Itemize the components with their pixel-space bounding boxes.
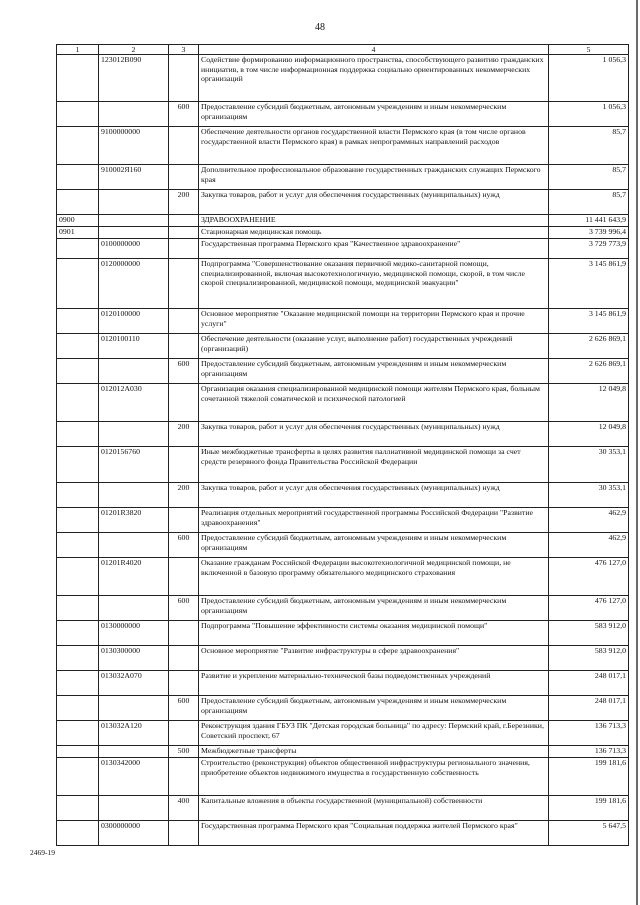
target-article-code: 0130342000 xyxy=(99,758,169,796)
amount: 3 145 861,9 xyxy=(549,259,629,309)
table-row xyxy=(57,721,629,746)
expense-type-code: 500 xyxy=(169,746,199,758)
table-row xyxy=(57,190,629,215)
item-name: Закупка товаров, работ и услуг для обеспечения государственных (муниципальных) нужд xyxy=(199,483,549,508)
target-article-code xyxy=(99,102,169,127)
target-article-code xyxy=(99,190,169,215)
item-name: Обеспечение деятельности (оказание услуг, выполнение работ) государственных учреждений (организаций) xyxy=(199,334,549,359)
table-row xyxy=(57,55,629,102)
expense-type-code xyxy=(169,309,199,334)
section-code xyxy=(57,259,99,309)
amount: 1 056,3 xyxy=(549,102,629,127)
amount: 30 353,1 xyxy=(549,483,629,508)
amount: 248 017,1 xyxy=(549,671,629,696)
table-row xyxy=(57,533,629,558)
table-row xyxy=(57,447,629,483)
target-article-code: 013032А120 xyxy=(99,721,169,746)
item-name: Строительство (реконструкция) объектов общественной инфраструктуры регионального значения, приобретение объектов недвижимого имущества в государственную собственность xyxy=(199,758,549,796)
section-code xyxy=(57,384,99,422)
item-name: Межбюджетные трансферты xyxy=(199,746,549,758)
amount: 1 056,3 xyxy=(549,55,629,102)
amount: 85,7 xyxy=(549,165,629,190)
item-name: Организация оказания специализированной медицинской помощи жителям Пермского края, больным сочетанной тяжелой соматической и психической патологией xyxy=(199,384,549,422)
amount: 462,9 xyxy=(549,533,629,558)
budget-table xyxy=(56,44,629,846)
section-code xyxy=(57,165,99,190)
target-article-code: 013032А070 xyxy=(99,671,169,696)
section-code xyxy=(57,671,99,696)
expense-type-code xyxy=(169,508,199,533)
item-name: Предоставление субсидий бюджетным, автономным учреждениям и иным некоммерческим организациям xyxy=(199,533,549,558)
amount: 5 647,5 xyxy=(549,821,629,846)
section-code xyxy=(57,796,99,821)
section-code xyxy=(57,334,99,359)
target-article-code: 0130000000 xyxy=(99,621,169,646)
expense-type-code: 600 xyxy=(169,596,199,621)
item-name: Дополнительное профессиональное образование государственных гражданских служащих Пермского края xyxy=(199,165,549,190)
header-col-1: 1 xyxy=(57,45,99,55)
expense-type-code: 200 xyxy=(169,483,199,508)
target-article-code xyxy=(99,533,169,558)
target-article-code: 0120156760 xyxy=(99,447,169,483)
expense-type-code xyxy=(169,671,199,696)
item-name: Подпрограмма "Повышение эффективности системы оказания медицинской помощи" xyxy=(199,621,549,646)
table-row xyxy=(57,102,629,127)
section-code xyxy=(57,746,99,758)
amount: 136 713,3 xyxy=(549,746,629,758)
target-article-code: 0120000000 xyxy=(99,259,169,309)
section-code xyxy=(57,558,99,596)
section-code xyxy=(57,758,99,796)
target-article-code: 9100000000 xyxy=(99,127,169,165)
table-row xyxy=(57,646,629,671)
table-row xyxy=(57,483,629,508)
amount: 462,9 xyxy=(549,508,629,533)
amount: 199 181,6 xyxy=(549,758,629,796)
expense-type-code xyxy=(169,227,199,239)
target-article-code: 0130300000 xyxy=(99,646,169,671)
item-name: Основное мероприятие "Оказание медицинской помощи на территории Пермского края и прочие услуги" xyxy=(199,309,549,334)
section-code xyxy=(57,359,99,384)
item-name: Государственная программа Пермского края "Социальная поддержка жителей Пермского края" xyxy=(199,821,549,846)
target-article-code: 012012А030 xyxy=(99,384,169,422)
table-row xyxy=(57,309,629,334)
section-code xyxy=(57,239,99,259)
table-row xyxy=(57,334,629,359)
target-article-code: 0300000000 xyxy=(99,821,169,846)
item-name: Содействие формированию информационного пространства, способствующего развитию гражданских инициатив, в том числе информационная поддержка социально ориентированных некоммерческих организаций xyxy=(199,55,549,102)
table-row xyxy=(57,359,629,384)
table-row xyxy=(57,215,629,227)
expense-type-code xyxy=(169,558,199,596)
section-code xyxy=(57,508,99,533)
target-article-code: 910002Я160 xyxy=(99,165,169,190)
section-code xyxy=(57,55,99,102)
amount: 11 441 643,9 xyxy=(549,215,629,227)
amount: 136 713,3 xyxy=(549,721,629,746)
document-code: 2469-19 xyxy=(30,848,55,857)
expense-type-code: 600 xyxy=(169,359,199,384)
table-row xyxy=(57,127,629,165)
item-name: Предоставление субсидий бюджетным, автономным учреждениям и иным некоммерческим организациям xyxy=(199,696,549,721)
expense-type-code xyxy=(169,758,199,796)
target-article-code xyxy=(99,696,169,721)
scan-edge-line xyxy=(636,0,638,905)
section-code xyxy=(57,696,99,721)
expense-type-code xyxy=(169,127,199,165)
item-name: Капитальные вложения в объекты государственной (муниципальной) собственности xyxy=(199,796,549,821)
table-header-row xyxy=(57,45,629,55)
item-name: Закупка товаров, работ и услуг для обеспечения государственных (муниципальных) нужд xyxy=(199,190,549,215)
section-code xyxy=(57,483,99,508)
target-article-code xyxy=(99,746,169,758)
target-article-code: 0100000000 xyxy=(99,239,169,259)
table-row xyxy=(57,821,629,846)
amount: 2 626 869,1 xyxy=(549,359,629,384)
table-row xyxy=(57,422,629,447)
section-code xyxy=(57,533,99,558)
amount: 3 729 773,9 xyxy=(549,239,629,259)
target-article-code: 0120100110 xyxy=(99,334,169,359)
target-article-code xyxy=(99,227,169,239)
item-name: Развитие и укрепление материально-технической базы подведомственных учреждений xyxy=(199,671,549,696)
section-code xyxy=(57,102,99,127)
item-name: Предоставление субсидий бюджетным, автономным учреждениям и иным некоммерческим организациям xyxy=(199,102,549,127)
item-name: Основное мероприятие "Развитие инфраструктуры в сфере здравоохранения" xyxy=(199,646,549,671)
header-col-4: 4 xyxy=(199,45,549,55)
expense-type-code xyxy=(169,239,199,259)
expense-type-code xyxy=(169,165,199,190)
table-row xyxy=(57,746,629,758)
expense-type-code xyxy=(169,721,199,746)
amount: 476 127,0 xyxy=(549,596,629,621)
item-name: Оказание гражданам Российской Федерации высокотехнологичной медицинской помощи, не включенной в базовую программу обязательного медицинского страхования xyxy=(199,558,549,596)
amount: 199 181,6 xyxy=(549,796,629,821)
expense-type-code: 200 xyxy=(169,422,199,447)
amount: 583 912,0 xyxy=(549,621,629,646)
amount: 85,7 xyxy=(549,190,629,215)
expense-type-code: 600 xyxy=(169,696,199,721)
amount: 2 626 869,1 xyxy=(549,334,629,359)
table-row xyxy=(57,758,629,796)
amount: 3 145 861,9 xyxy=(549,309,629,334)
header-col-2: 2 xyxy=(99,45,169,55)
item-name: Государственная программа Пермского края "Качественное здравоохранение" xyxy=(199,239,549,259)
expense-type-code xyxy=(169,215,199,227)
table-row xyxy=(57,239,629,259)
expense-type-code xyxy=(169,384,199,422)
section-code xyxy=(57,821,99,846)
amount: 30 353,1 xyxy=(549,447,629,483)
table-row xyxy=(57,227,629,239)
amount: 3 739 996,4 xyxy=(549,227,629,239)
target-article-code: 123012В090 xyxy=(99,55,169,102)
item-name: Закупка товаров, работ и услуг для обеспечения государственных (муниципальных) нужд xyxy=(199,422,549,447)
section-code xyxy=(57,646,99,671)
section-code xyxy=(57,447,99,483)
target-article-code xyxy=(99,796,169,821)
table-row xyxy=(57,165,629,190)
item-name: Подпрограмма "Совершенствование оказания первичной медико-санитарной помощи, специализированной, включая высокотехнологичную, медицинской помощи, скорой, в том числе скорой специализированной, медицинской помощи, медицинской эвакуации" xyxy=(199,259,549,309)
table-row xyxy=(57,508,629,533)
amount: 476 127,0 xyxy=(549,558,629,596)
item-name: ЗДРАВООХРАНЕНИЕ xyxy=(199,215,549,227)
item-name: Иные межбюджетные трансферты в целях развития паллиативной медицинской помощи за счет средств резервного фонда Правительства Российской Федерации xyxy=(199,447,549,483)
target-article-code xyxy=(99,359,169,384)
expense-type-code xyxy=(169,259,199,309)
target-article-code: 01201R4020 xyxy=(99,558,169,596)
amount: 583 912,0 xyxy=(549,646,629,671)
expense-type-code xyxy=(169,646,199,671)
expense-type-code: 400 xyxy=(169,796,199,821)
item-name: Стационарная медицинская помощь xyxy=(199,227,549,239)
target-article-code xyxy=(99,215,169,227)
amount: 85,7 xyxy=(549,127,629,165)
header-col-5: 5 xyxy=(549,45,629,55)
item-name: Реализация отдельных мероприятий государственной программы Российской Федерации "Развитие здравоохранения" xyxy=(199,508,549,533)
amount: 12 049,8 xyxy=(549,422,629,447)
amount: 12 049,8 xyxy=(549,384,629,422)
section-code: 0900 xyxy=(57,215,99,227)
section-code xyxy=(57,127,99,165)
expense-type-code xyxy=(169,621,199,646)
expense-type-code xyxy=(169,334,199,359)
table-row xyxy=(57,621,629,646)
section-code xyxy=(57,596,99,621)
table-row xyxy=(57,696,629,721)
expense-type-code xyxy=(169,447,199,483)
item-name: Обеспечение деятельности органов государственной власти Пермского края (в том числе органов государственной власти Пермского края) в рамках непрограммных направлений расходов xyxy=(199,127,549,165)
target-article-code xyxy=(99,596,169,621)
table-row xyxy=(57,384,629,422)
table-row xyxy=(57,259,629,309)
item-name: Реконструкция здания ГБУЗ ПК "Детская городская больница" по адресу: Пермский край, г.Березники, Советский проспект, 67 xyxy=(199,721,549,746)
section-code xyxy=(57,190,99,215)
page-number: 48 xyxy=(315,22,325,33)
expense-type-code xyxy=(169,55,199,102)
expense-type-code xyxy=(169,821,199,846)
table-row xyxy=(57,596,629,621)
section-code: 0901 xyxy=(57,227,99,239)
section-code xyxy=(57,422,99,447)
expense-type-code: 600 xyxy=(169,102,199,127)
expense-type-code: 600 xyxy=(169,533,199,558)
section-code xyxy=(57,721,99,746)
table-row xyxy=(57,671,629,696)
target-article-code: 0120100000 xyxy=(99,309,169,334)
table-row xyxy=(57,558,629,596)
target-article-code xyxy=(99,483,169,508)
header-col-3: 3 xyxy=(169,45,199,55)
amount: 248 017,1 xyxy=(549,696,629,721)
section-code xyxy=(57,309,99,334)
target-article-code: 01201R3820 xyxy=(99,508,169,533)
expense-type-code: 200 xyxy=(169,190,199,215)
item-name: Предоставление субсидий бюджетным, автономным учреждениям и иным некоммерческим организациям xyxy=(199,596,549,621)
item-name: Предоставление субсидий бюджетным, автономным учреждениям и иным некоммерческим организациям xyxy=(199,359,549,384)
table-row xyxy=(57,796,629,821)
section-code xyxy=(57,621,99,646)
target-article-code xyxy=(99,422,169,447)
